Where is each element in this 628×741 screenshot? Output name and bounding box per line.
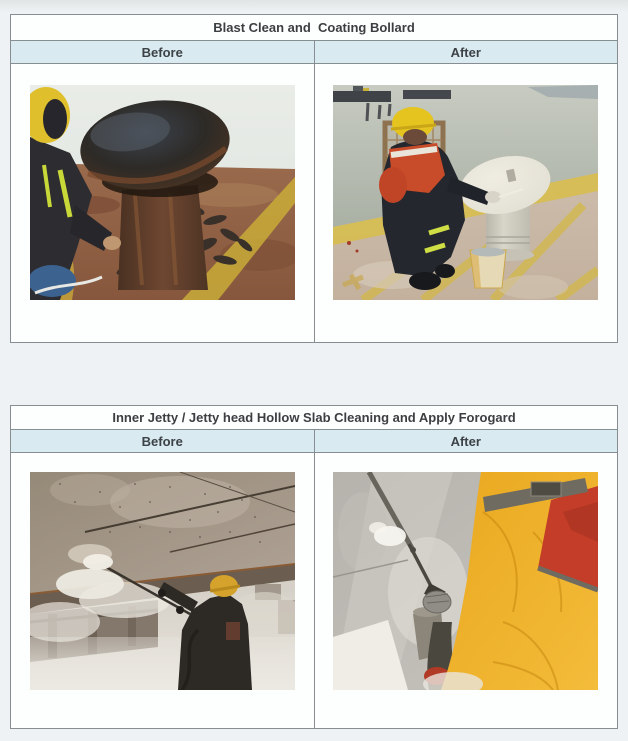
column-header-before: Before (11, 41, 315, 63)
spray-jet (83, 554, 113, 570)
table-title: Blast Clean and Coating Bollard (11, 15, 617, 41)
boots (409, 272, 441, 290)
photo-cell-before (11, 64, 315, 342)
column-header-before: Before (11, 430, 315, 452)
photo-row (11, 64, 617, 342)
apply-forogard-after-photo (333, 472, 598, 690)
photo-cell-before (11, 453, 315, 728)
scan-edge-artifact (0, 0, 628, 12)
before-after-table-hollow-slab (10, 405, 618, 729)
strap-buckle (531, 482, 561, 496)
column-header-after: After (450, 433, 481, 449)
column-header-row (11, 41, 617, 64)
column-header-row (11, 430, 617, 453)
photo-cell-after (315, 453, 618, 728)
bollard-after-photo (333, 85, 598, 300)
glove-hand (423, 591, 451, 613)
paint-bucket (470, 248, 506, 289)
bollard-stem (118, 185, 208, 290)
worker-hand (485, 191, 501, 203)
before-after-table-bollard (10, 14, 618, 343)
photo-cell-after (315, 64, 618, 342)
helmet-visor (43, 99, 67, 139)
column-header-after: After (450, 44, 481, 60)
photo-row (11, 453, 617, 728)
slab-cleaning-before-photo (30, 472, 295, 690)
bollard-before-photo (30, 85, 295, 300)
worker-hand (103, 236, 121, 250)
table-title: Inner Jetty / Jetty head Hollow Slab Cleaning and Apply Forogard (11, 406, 617, 430)
